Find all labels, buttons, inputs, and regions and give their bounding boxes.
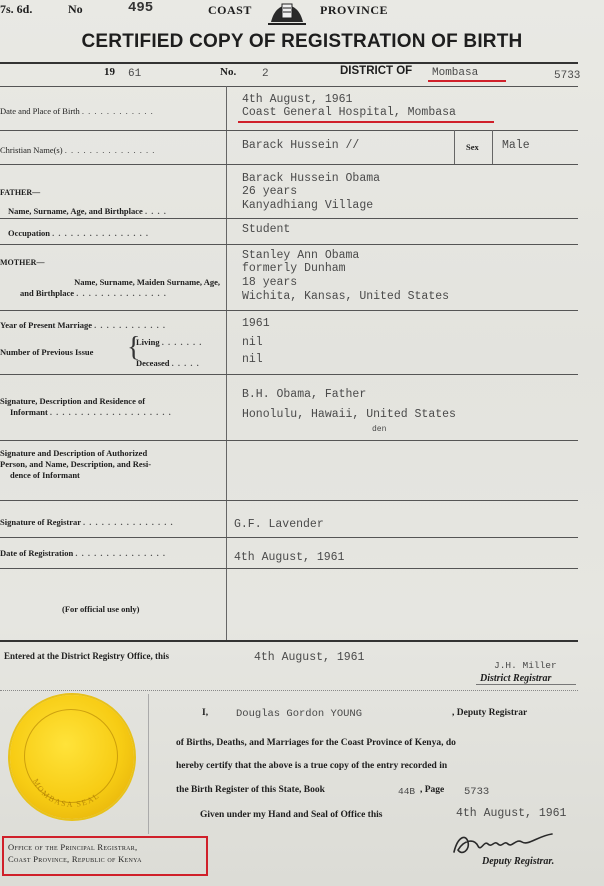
office-line1: Office of the Principal Registrar, (8, 842, 138, 852)
informant-label-line2: Informant . . . . . . . . . . . . . . . . . . . . (10, 407, 172, 417)
registrar-label: Signature of Registrar . . . . . . . . . . . . . . . (0, 517, 174, 527)
rule (0, 500, 578, 501)
rule (0, 86, 578, 87)
mother-label-line2: and Birthplace . . . . . . . . . . . . . . . (20, 288, 167, 298)
entered-date: 4th August, 1961 (254, 651, 365, 664)
mother-label-line1: Name, Surname, Maiden Surname, Age, (74, 277, 220, 287)
given-date: 4th August, 1961 (456, 807, 567, 820)
office-box (2, 836, 208, 876)
rule (0, 310, 578, 311)
mother-age: 18 years (242, 276, 298, 289)
marriage-year: 1961 (242, 317, 270, 330)
birth-date: 4th August, 1961 (242, 93, 353, 106)
province-right: PROVINCE (320, 3, 389, 17)
given-label: Given under my Hand and Seal of Office this (200, 810, 383, 820)
number-label: No. (220, 66, 237, 78)
rule (0, 374, 578, 375)
document-title: CERTIFIED COPY OF REGISTRATION OF BIRTH (81, 31, 523, 52)
registrar-value: G.F. Lavender (234, 518, 324, 531)
birth-place: Coast General Hospital, Mombasa (242, 106, 456, 119)
informant-note: den (372, 425, 387, 434)
rule (0, 537, 578, 538)
serial-number: 495 (128, 0, 154, 16)
district-registrar-title: District Registrar (480, 673, 552, 684)
authorized-label-line3: dence of Informant (10, 470, 80, 480)
deputy-name: Douglas Gordon YOUNG (236, 708, 363, 720)
cert-line3: hereby certify that the above is a true copy of the entry recorded in (176, 761, 448, 771)
sex-divider (492, 130, 493, 164)
entered-label: Entered at the District Registry Office, this (4, 651, 170, 661)
seal-divider (148, 694, 149, 834)
informant-label-line1: Signature, Description and Residence of (0, 396, 146, 406)
fee-label: 7s. 6d. (0, 2, 33, 16)
mother-maiden: formerly Dunham (242, 262, 346, 275)
rule (0, 164, 578, 165)
rule (0, 218, 578, 219)
district-value: Mombasa (432, 67, 479, 79)
title-rule (0, 62, 578, 64)
brace: { (127, 332, 141, 363)
year-prefix: 19 (104, 66, 115, 78)
page-value: 5733 (464, 786, 490, 798)
district-registrar-signature: J.H. Miller (494, 660, 557, 671)
section-rule (0, 640, 578, 642)
mother-birthplace: Wichita, Kansas, United States (242, 290, 450, 303)
coat-of-arms-icon (266, 0, 308, 26)
birth-label: Date and Place of Birth . . . . . . . . . . . . (0, 106, 154, 116)
gold-seal (10, 695, 134, 819)
official-use-label: (For official use only) (62, 604, 140, 614)
book-value: 44B (398, 786, 416, 797)
number-symbol: No (68, 2, 83, 16)
year-suffix: 61 (128, 68, 142, 80)
father-birthplace: Kanyadhiang Village (242, 199, 374, 212)
sex-value: Male (502, 139, 530, 152)
father-name: Barack Hussein Obama (242, 172, 381, 185)
mother-heading: MOTHER— (0, 258, 45, 267)
authorized-label-line2: Person, and Name, Description, and Resi- (0, 459, 152, 469)
district-underline (428, 80, 506, 82)
sex-label: Sex (466, 142, 479, 152)
rule (0, 440, 578, 441)
deputy-title: , Deputy Registrar (452, 708, 528, 718)
informant-name: B.H. Obama, Father (242, 388, 367, 401)
district-label: DISTRICT OF (340, 65, 413, 77)
mother-name: Stanley Ann Obama (242, 249, 360, 262)
deceased-label: Deceased . . . . . (136, 358, 200, 368)
marriage-label: Year of Present Marriage . . . . . . . . . . . . (0, 320, 166, 330)
name-label: Christian Name(s) . . . . . . . . . . . . . . . (0, 145, 156, 155)
signature-rule (476, 684, 576, 685)
perforation (0, 690, 578, 691)
living-value: nil (242, 336, 263, 349)
register-number: 5733 (554, 70, 581, 82)
christian-name: Barack Hussein // (242, 139, 360, 152)
living-label: Living . . . . . . . (136, 337, 203, 347)
cert-line2: of Births, Deaths, and Marriages for the Coast Province of Kenya, do (176, 738, 456, 748)
deputy-registrar-title: Deputy Registrar. (482, 856, 555, 867)
rule (0, 568, 578, 569)
registration-date-value: 4th August, 1961 (234, 551, 345, 564)
occupation-label: Occupation . . . . . . . . . . . . . . . . (8, 228, 150, 238)
father-age: 26 years (242, 185, 298, 198)
previous-issue-label: Number of Previous Issue (0, 347, 94, 357)
svg-text:MOMBASA SEAL (31, 777, 102, 809)
page-label: , Page (420, 785, 445, 795)
seal-text: MOMBASA SEAL (30, 777, 102, 810)
rule (0, 244, 578, 245)
birth-place-underline (238, 121, 494, 123)
father-occupation: Student (242, 223, 291, 236)
deceased-value: nil (242, 353, 263, 366)
father-heading: FATHER— (0, 188, 41, 197)
father-label: Name, Surname, Age, and Birthplace . . . . (8, 206, 167, 216)
sex-divider (454, 130, 455, 164)
column-divider (226, 86, 227, 640)
office-line2: Coast Province, Republic of Kenya (8, 854, 142, 864)
province-left: COAST (208, 3, 252, 17)
informant-residence: Honolulu, Hawaii, United States (242, 408, 456, 421)
cert-line4-prefix: the Birth Register of this State, Book (176, 785, 325, 795)
authorized-label-line1: Signature and Description of Authorized (0, 448, 148, 458)
number-value: 2 (262, 68, 269, 80)
registration-date-label: Date of Registration . . . . . . . . . . . . . . . (0, 548, 166, 558)
cert-i-label: I, (202, 708, 209, 718)
